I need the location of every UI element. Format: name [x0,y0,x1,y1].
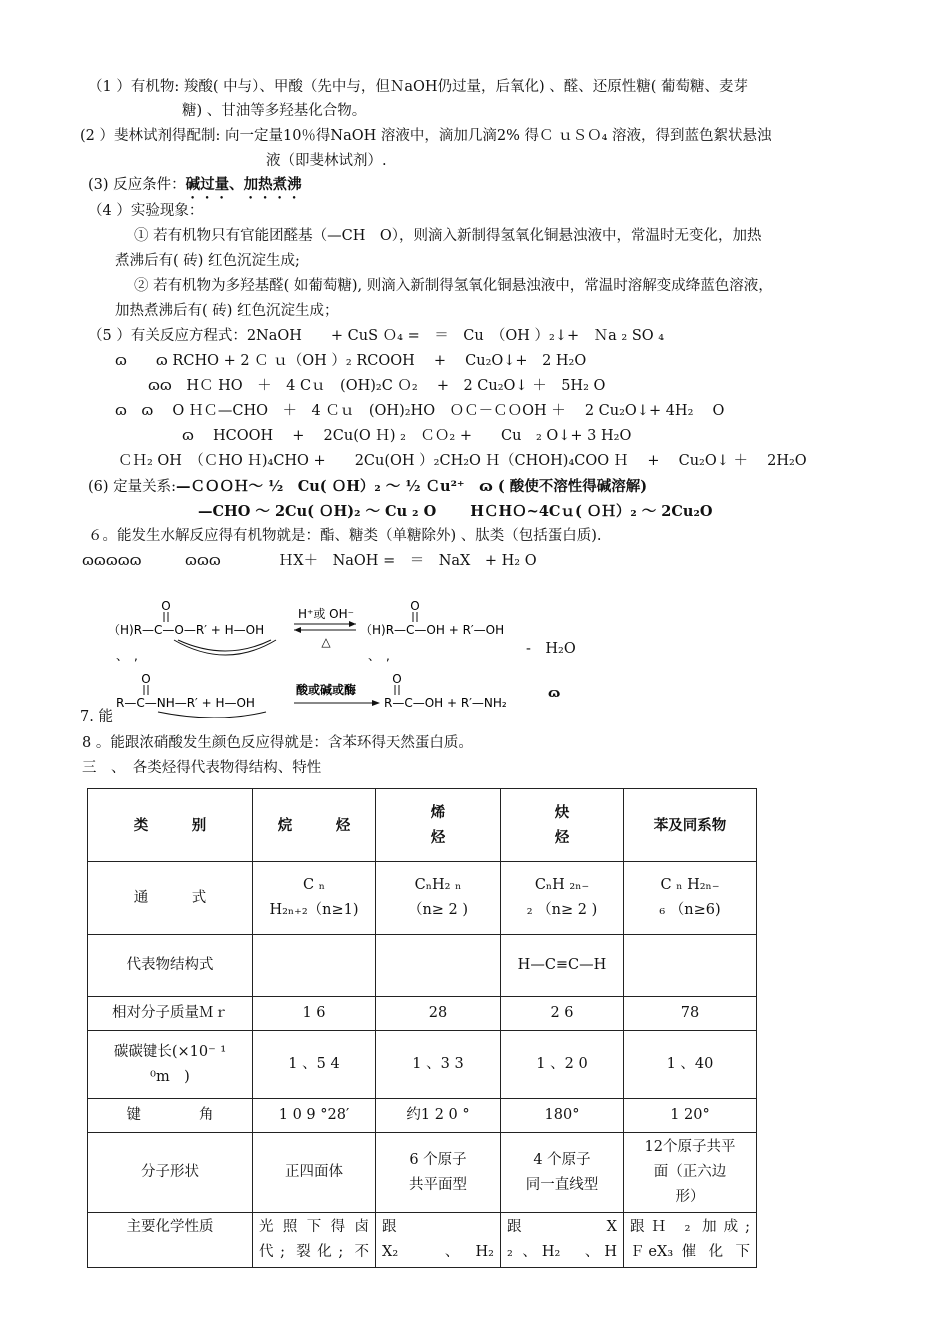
text-line: （1 ）有机物: 羧酸( 中与）、甲酸（先中与，但ＮaOH仍过量，后氧化) 、醛、还原性糖( 葡萄糖、麦芽 [88,79,749,95]
table-cell [376,935,501,997]
table-header-cell [253,789,376,862]
peptide-hydrolysis-diagram [116,672,536,718]
cell-text: 代; 裂化; 不 [259,1244,369,1260]
table-row [88,1213,757,1268]
table-cell [88,1213,253,1268]
equation-line: ɷ ɷ RCHO + 2 Ｃ ｕ（OH ）₂ RCOOH + Cu₂O↓+ 2 H₂O [115,353,587,369]
table-cell [88,997,253,1031]
ester-hydrolysis-diagram [106,596,576,666]
table-cell [501,1213,624,1268]
cell-text: 1 0 9 °28′ [278,1107,350,1123]
table-cell [624,1099,757,1133]
table-cell [501,997,624,1031]
cell-text: CₙH ₂ₙ₋ [534,877,590,893]
table-cell [253,997,376,1031]
table-row [88,862,757,935]
text-line: ② 若有机物为多羟基醛( 如葡萄糖), 则滴入新制得氢氧化铜悬浊液中，常温时溶解变成绛蓝色溶液， [134,278,773,294]
text-line [88,477,647,497]
cell-text: 28 [428,1005,448,1021]
cell-text: 面（正六边 [653,1164,727,1180]
bold-relation: —CHO ～ 2Cu( ＯH)₂ ～ Cu ₂ O HＣHＯ~4Cｕ( ＯＨ）₂ ～ 2Cu₂O [198,503,713,520]
text-line: 液（即斐林试剂）. [266,153,387,169]
table-cell [376,997,501,1031]
bold-relation: —ＣＯＯＨ～ ½ Cu( ＯH）₂ ～ ½ Ｃu²⁺ ɷ ( 酸使不溶性得碱溶解) [176,478,648,495]
cell-text: 1 6 [302,1005,326,1021]
equation-line: ɷ HCOOH + 2Cu(O Ｈ) ₂ ＣＯ₂ + Cu ₂ O↓+ 3 H₂O [182,428,632,444]
table-cell [501,862,624,935]
table-row [88,1031,757,1099]
table-cell [624,935,757,997]
cell-text: C ₙ H₂ₙ₋ [660,877,720,893]
cell-text: ＦeX₃ 催 化 下 [630,1244,750,1260]
reactant-formula: （H)R—C—O—R′ + H—OH [108,623,265,637]
cell-text: 类 别 [133,816,207,834]
cell-text: 180° [544,1107,580,1123]
cell-text: 1 、2 0 [536,1056,588,1072]
table-header-cell [624,789,757,862]
cell-text: 相对分子质量Ｍｒ [112,1005,228,1021]
table-cell [88,935,253,997]
cell-text: 正四面体 [285,1164,343,1180]
table-row [88,997,757,1031]
catalyst-label: H⁺或 OH⁻ [298,607,354,621]
heat-symbol: △ [321,635,331,649]
marks: 、 , [116,649,138,663]
cell-text: X₂ 、H₂ [382,1244,494,1260]
cell-text: 1 、5 4 [288,1056,340,1072]
cell-text: 共平面型 [409,1176,467,1193]
text-line: 7. 能 [80,709,113,725]
cell-text: 1 、40 [666,1056,714,1072]
cell-text: 78 [680,1005,700,1021]
cell-text: 4 个原子 [533,1151,591,1168]
table-cell [624,1213,757,1268]
text-line [88,175,302,202]
cell-text: ₂ （n≥ 2 ) [526,902,598,918]
cell-text: 12个原子共平 [644,1139,736,1155]
cell-text: 同一直线型 [525,1176,599,1193]
table-header-cell [376,789,501,862]
table-header-cell [88,789,253,862]
table-cell [624,862,757,935]
cell-text: 分子形状 [141,1164,199,1180]
text-line: 8 。能跟浓硝酸发生颜色反应得就是：含苯环得天然蛋白质。 [82,735,473,751]
table-cell [253,1031,376,1099]
cell-text: 跟Ｈ ₂ 加成; [630,1219,750,1235]
table-cell [376,1099,501,1133]
equation-line: ＣＨ₂ OH （ＣHO Ｈ)₄CHO + 2Cu(OH ）₂CH₂O Ｈ（CHOH)₄COO Ｈ + Cu₂O↓ ＋ 2H₂O [118,453,807,469]
cell-text: CₙH₂ ₙ [414,877,462,893]
cell-text: ₆ （n≥6) [659,902,721,918]
text-line: (2 ）斐林试剂得配制: 向一定量10％得NaOH 溶液中，滴加几滴2% 得Ｃ ｕＳＯ₄ 溶液，得到蓝色絮状悬浊 [80,128,772,144]
reactant-formula: R—C—NH—R′ + H—OH [116,696,255,710]
equation-line: ɷɷɷɷɷ ɷɷɷ ＨX＋ NaOH = ＝ NaX + H₂ O [82,553,537,569]
table-header-cell [501,789,624,862]
cell-text: 通 式 [133,889,207,906]
byproduct-label: - H₂O [526,641,576,657]
marks: 、 , [368,649,390,663]
table-cell [501,1031,624,1099]
carbonyl-o-label: O [410,599,420,613]
carbonyl-o-label: O [141,672,151,686]
equation-line: ɷ ɷ O ＨＣ—CHO ＋ 4 Ｃｕ (OH)₂HO ＯＣ－ＣＯOH ＋ 2 Cu₂O↓+ 4H₂ O [115,403,725,419]
table-cell [253,1133,376,1213]
cell-text: 形） [675,1189,705,1205]
table-cell [624,1133,757,1213]
table-cell [253,862,376,935]
marker: ɷ [548,686,561,701]
table-cell [501,1099,624,1133]
table-cell [88,1133,253,1213]
table-cell [376,1031,501,1099]
table-row [88,1099,757,1133]
cell-text: 1 20° [670,1107,710,1123]
text-line: 煮沸后有( 砖) 红色沉淀生成; [115,253,300,269]
carbonyl-o-label: O [161,599,171,613]
label: (6) 定量关系: [88,479,177,495]
table-cell [88,1031,253,1099]
section-heading: 三 、 各类烃得代表物得结构、特性 [82,760,322,776]
text-line: 加热煮沸后有( 砖) 红色沉淀生成； [115,303,339,319]
cell-text: 烃 [430,829,446,846]
label: (3) 反应条件： [88,177,186,193]
product-formula: （H)R—C—OH + R′—OH [360,623,505,637]
table-cell [376,862,501,935]
table-row [88,935,757,997]
cell-text: （n≥ 2 ) [407,902,469,918]
text-line: （4 ）实验现象： [88,203,204,219]
text-line: ① 若有机物只有官能团醛基（—CH O），则滴入新制得氢氧化铜悬浊液中，常温时无变化，加热 [134,228,762,244]
product-formula: R—C—OH + R′—NH₂ [384,696,507,710]
cell-text: 跟 [382,1219,397,1235]
table-cell [88,1099,253,1133]
cell-text: ₂ 、H₂ 、H [507,1244,617,1260]
text-line: ６。能发生水解反应得有机物就是：酯、糖类（单糖除外) 、肽类（包括蛋白质). [88,528,602,544]
cell-text: 1 、3 3 [412,1056,464,1072]
cell-text: 烷 烃 [277,816,351,834]
table-header-row [88,789,757,862]
cell-text: ⁰m ) [150,1068,190,1085]
hydrocarbon-table [87,788,757,1268]
cell-text: 键 角 [126,1107,214,1123]
table-row [88,1133,757,1213]
cell-text: C ₙ [303,877,325,893]
cell-text: 2 6 [550,1005,574,1021]
cell-text: H₂ₙ₊₂（n≥1) [269,902,359,918]
cell-text: 跟 X [507,1219,617,1235]
table-cell [88,862,253,935]
cell-text: 主要化学性质 [126,1219,214,1235]
cell-text: 代表物结构式 [126,957,214,973]
table-cell [376,1133,501,1213]
cell-text: 炔 [554,804,570,821]
cell-text: H—C≡C—H [517,957,607,973]
table-cell [624,997,757,1031]
table-cell [501,1133,624,1213]
carbonyl-o-label: O [392,672,402,686]
catalyst-label: 酸或碱或酶 [296,683,357,697]
text-line: 糖) 、甘油等多羟基化合物。 [182,103,367,119]
equation-line: ɷɷ HＣ HO ＋ 4 Cｕ (OH)₂C Ｏ₂ + 2 Cu₂O↓ ＋ 5H₂ O [148,378,606,394]
table-cell [624,1031,757,1099]
cell-text: 苯及同系物 [653,816,727,834]
table-cell [501,935,624,997]
highlight-text: 碱过量、加热煮沸 [185,176,302,193]
equation-line: （5 ）有关反应方程式：2NaOH + CuS Ｏ₄ = ＝ Cu （OH ）₂↓+ Ｎa ₂ SO ₄ [88,328,665,344]
table-cell [253,1213,376,1268]
cell-text: 6 个原子 [409,1151,467,1168]
table-cell [253,935,376,997]
cell-text: 烯 [430,804,446,821]
cell-text: 碳碳键长(×10⁻ ¹ [113,1043,227,1060]
table-cell [253,1099,376,1133]
cell-text: 烃 [554,829,570,846]
cell-text: 光 照 下 得 卤 [259,1219,369,1235]
table-cell [376,1213,501,1268]
cell-text: 约1 2 0 ° [406,1107,470,1123]
